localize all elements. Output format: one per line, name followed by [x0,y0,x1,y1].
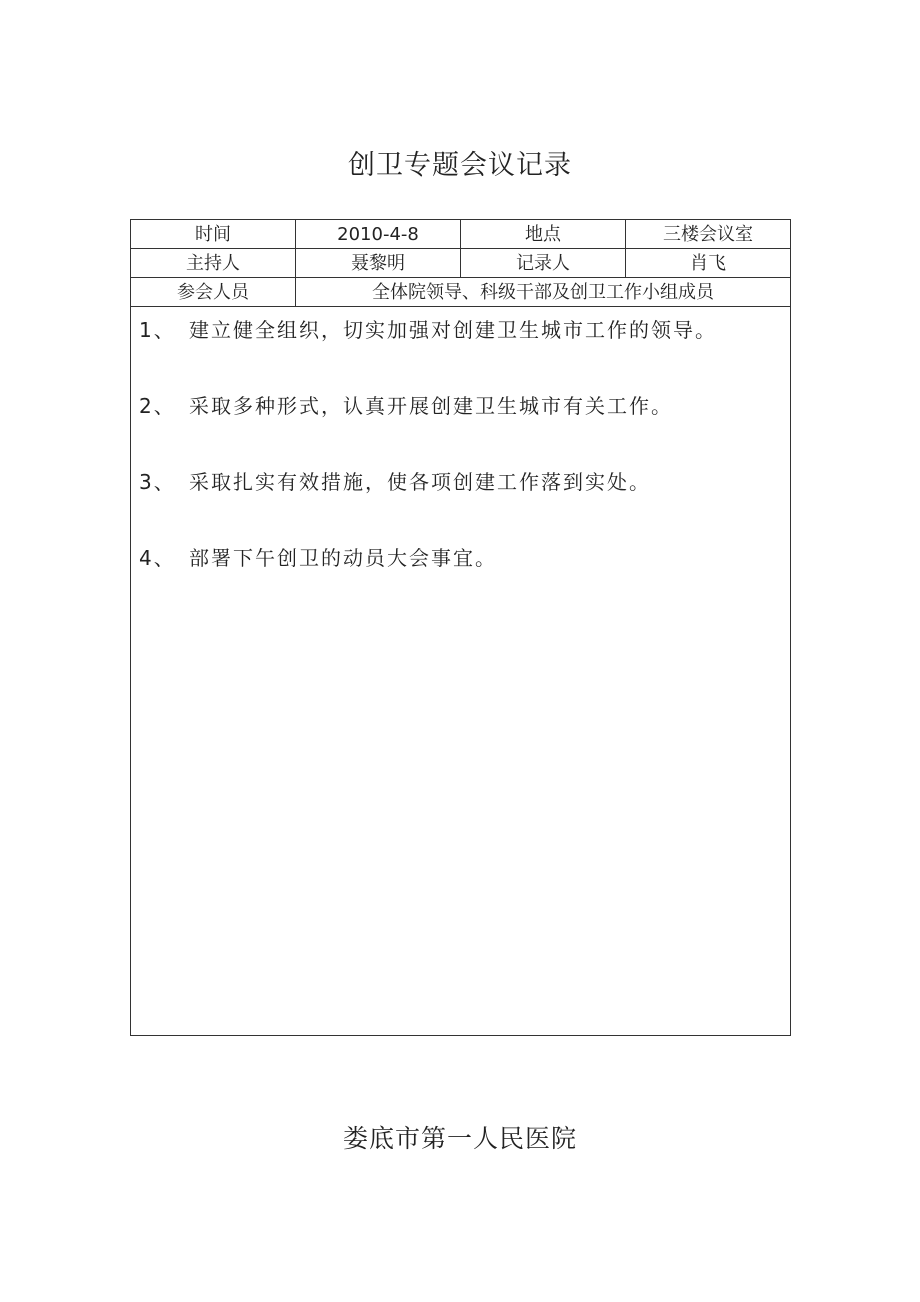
host-label: 主持人 [131,249,296,278]
recorder-label: 记录人 [461,249,626,278]
attendees-label: 参会人员 [131,278,296,307]
item-text: 建立健全组织，切实加强对创建卫生城市工作的领导。 [189,318,717,342]
list-item [139,543,790,573]
table-row-time-place [131,220,791,249]
place-label: 地点 [461,220,626,249]
attendees-value: 全体院领导、科级干部及创卫工作小组成员 [296,278,791,307]
meeting-content [131,307,791,1036]
host-value: 聂黎明 [296,249,461,278]
table-row-host-recorder [131,249,791,278]
table-row-content [131,307,791,1036]
list-item [139,315,790,345]
item-number: 1、 [139,318,176,342]
recorder-value: 肖飞 [626,249,791,278]
table-row-attendees [131,278,791,307]
item-number: 2、 [139,394,176,418]
list-item [139,467,790,497]
item-text: 采取扎实有效措施，使各项创建工作落到实处。 [189,470,651,494]
list-item [139,391,790,421]
meeting-record-table [130,219,791,1036]
time-value: 2010-4-8 [296,220,461,249]
item-number: 4、 [139,546,176,570]
time-label: 时间 [131,220,296,249]
item-text: 部署下午创卫的动员大会事宜。 [189,546,497,570]
place-value: 三楼会议室 [626,220,791,249]
organization-name: 娄底市第一人民医院 [342,1124,577,1153]
item-text: 采取多种形式，认真开展创建卫生城市有关工作。 [189,394,673,418]
item-number: 3、 [139,470,176,494]
document-title: 创卫专题会议记录 [348,150,572,181]
